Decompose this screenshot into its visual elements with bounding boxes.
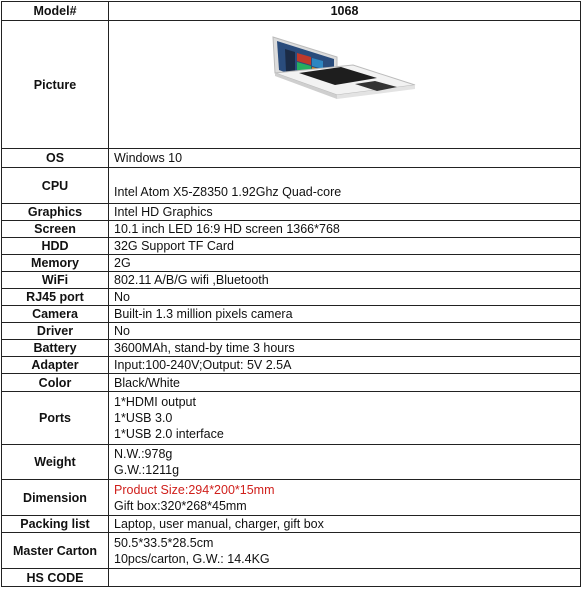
- spec-label: Adapter: [2, 357, 109, 374]
- laptop-image: [265, 35, 425, 135]
- spec-label: Driver: [2, 323, 109, 340]
- spec-value: [109, 168, 581, 204]
- spec-row: [2, 306, 581, 323]
- spec-value: [109, 533, 581, 569]
- spec-label: Dimension: [2, 480, 109, 516]
- spec-value-line: N.W.:978g: [114, 447, 173, 461]
- spec-value-line: 10.1 inch LED 16:9 HD screen 1366*768: [114, 222, 340, 236]
- spec-value-line: 3600MAh, stand-by time 3 hours: [114, 341, 295, 355]
- spec-value-line: 32G Support TF Card: [114, 239, 234, 253]
- spec-row: [2, 374, 581, 392]
- spec-label: Battery: [2, 340, 109, 357]
- spec-label: Screen: [2, 221, 109, 238]
- product-picture: [109, 21, 581, 149]
- spec-row: [2, 392, 581, 445]
- spec-value-line: Laptop, user manual, charger, gift box: [114, 517, 324, 531]
- picture-label: Picture: [2, 21, 109, 149]
- spec-value-line: Input:100-240V;Output: 5V 2.5A: [114, 358, 292, 372]
- spec-row: [2, 255, 581, 272]
- spec-row: [2, 289, 581, 306]
- spec-value-line: 1*USB 2.0 interface: [114, 427, 224, 441]
- spec-label: Ports: [2, 392, 109, 445]
- spec-value-line: Windows 10: [114, 151, 183, 165]
- spec-value-line: Intel HD Graphics: [114, 205, 213, 219]
- spec-value-line: 802.11 A/B/G wifi ,Bluetooth: [114, 273, 269, 287]
- spec-row: [2, 357, 581, 374]
- spec-value: [109, 238, 581, 255]
- spec-value-line: No: [114, 290, 130, 304]
- spec-table: [1, 1, 581, 587]
- spec-value-line: No: [114, 324, 130, 338]
- spec-row: [2, 533, 581, 569]
- spec-row: [2, 445, 581, 480]
- spec-label: HDD: [2, 238, 109, 255]
- spec-value: [109, 340, 581, 357]
- spec-label: HS CODE: [2, 569, 109, 587]
- spec-value: [109, 357, 581, 374]
- spec-label: Color: [2, 374, 109, 392]
- spec-label: Packing list: [2, 516, 109, 533]
- spec-row: [2, 569, 581, 587]
- spec-value: [109, 272, 581, 289]
- spec-row: [2, 204, 581, 221]
- spec-value: [109, 569, 581, 587]
- spec-value: [109, 516, 581, 533]
- spec-value: [109, 221, 581, 238]
- spec-label: Weight: [2, 445, 109, 480]
- model-value: 1068: [109, 2, 581, 21]
- spec-label: WiFi: [2, 272, 109, 289]
- spec-row: [2, 149, 581, 168]
- spec-value: [109, 255, 581, 272]
- spec-value-line: Gift box:320*268*45mm: [114, 498, 247, 513]
- spec-value: [109, 306, 581, 323]
- spec-label: RJ45 port: [2, 289, 109, 306]
- spec-value: [109, 374, 581, 392]
- spec-value: [109, 445, 581, 480]
- header-row: [2, 2, 581, 21]
- spec-value-line: G.W.:1211g: [114, 463, 180, 477]
- picture-row: [2, 21, 581, 149]
- spec-label: OS: [2, 149, 109, 168]
- spec-value-line: Intel Atom X5-Z8350 1.92Ghz Quad-core: [114, 184, 342, 199]
- spec-value: [109, 204, 581, 221]
- spec-value: [109, 289, 581, 306]
- spec-label: Memory: [2, 255, 109, 272]
- spec-value-line: 1*USB 3.0: [114, 411, 173, 425]
- spec-row: [2, 323, 581, 340]
- spec-value-line: 2G: [114, 256, 131, 270]
- spec-row: [2, 480, 581, 516]
- spec-row: [2, 238, 581, 255]
- spec-label: Master Carton: [2, 533, 109, 569]
- spec-value-line: 10pcs/carton, G.W.: 14.4KG: [114, 551, 270, 566]
- spec-value: [109, 392, 581, 445]
- spec-row: [2, 168, 581, 204]
- spec-label: Graphics: [2, 204, 109, 221]
- spec-row: [2, 272, 581, 289]
- spec-value-line: 50.5*33.5*28.5cm: [114, 535, 214, 550]
- spec-row: [2, 221, 581, 238]
- spec-value-line: Product Size:294*200*15mm: [114, 482, 275, 497]
- spec-label: Camera: [2, 306, 109, 323]
- spec-row: [2, 340, 581, 357]
- spec-value: [109, 149, 581, 168]
- spec-value: [109, 480, 581, 516]
- spec-label: CPU: [2, 168, 109, 204]
- spec-value: [109, 323, 581, 340]
- spec-value-line: Built-in 1.3 million pixels camera: [114, 307, 293, 321]
- spec-value-line: Black/White: [114, 375, 180, 390]
- spec-row: [2, 516, 581, 533]
- spec-value-line: 1*HDMI output: [114, 395, 196, 409]
- model-label: Model#: [2, 2, 109, 21]
